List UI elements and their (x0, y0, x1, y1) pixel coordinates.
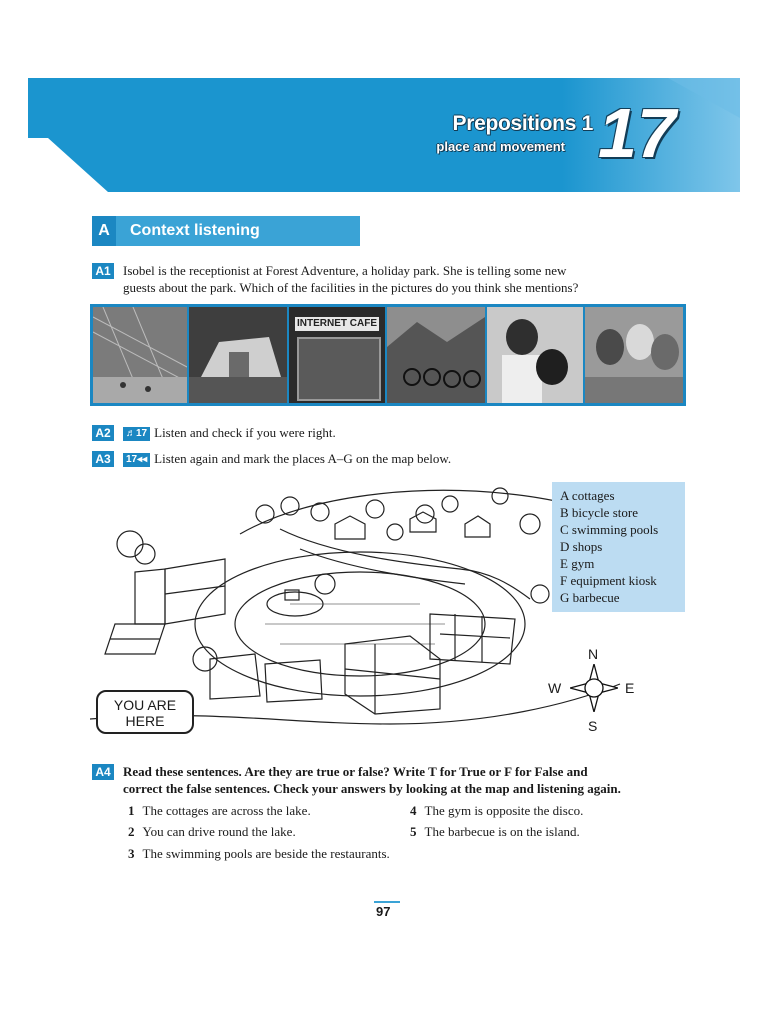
legend-item-e: E gym (560, 556, 595, 571)
compass-east: E (625, 680, 635, 696)
callout-line-1: YOU ARE (113, 697, 177, 713)
a2-instruction (123, 424, 336, 441)
page-subtitle: place and movement (436, 139, 565, 154)
photo-tent (189, 307, 287, 403)
statement-1: 1 The cottages are across the lake. (128, 803, 311, 818)
section-header (92, 216, 360, 246)
legend-item-a: A cottages (560, 488, 615, 503)
audio-track-label[interactable]: 17◂◂ (123, 453, 150, 467)
audio-track-icon[interactable]: ♬17 (123, 427, 150, 441)
facility-photos (90, 304, 686, 406)
photo-disco (585, 307, 683, 403)
photo-cycling (387, 307, 485, 403)
a4-line-2: correct the false sentences. Check your answers by looking at the map and listening again. (123, 781, 621, 796)
exercise-tag-a3: A3 (92, 451, 114, 467)
exercise-tag-a4: A4 (92, 764, 114, 780)
callout-line-2: HERE (125, 713, 165, 729)
statement-2: 2 You can drive round the lake. (128, 824, 296, 839)
photo-swimming-pool (93, 307, 187, 403)
statement-3: 3 The swimming pools are beside the restaurants. (128, 846, 390, 861)
compass-south: S (588, 718, 598, 734)
page-title: Prepositions 1 (452, 112, 593, 135)
compass-west: W (548, 680, 562, 696)
a2-text: Listen and check if you were right. (154, 425, 336, 440)
you-are-here-callout (96, 690, 194, 734)
photo-internet-cafe (289, 307, 385, 403)
a1-line-1: Isobel is the receptionist at Forest Adventure, a holiday park. She is telling some new (123, 263, 567, 278)
section-title: Context listening (130, 222, 260, 239)
statement-5: 5 The barbecue is on the island. (410, 824, 580, 839)
map-legend (552, 482, 685, 612)
a1-line-2: guests about the park. Which of the facilities in the pictures do you think she mentions? (123, 280, 579, 295)
a3-instruction (123, 450, 451, 467)
exercise-tag-a1: A1 (92, 263, 114, 279)
page-number-rule (374, 901, 400, 903)
statement-4: 4 The gym is opposite the disco. (410, 803, 584, 818)
compass-north: N (588, 646, 599, 662)
a3-text: Listen again and mark the places A–G on the map below. (154, 451, 452, 466)
a4-instruction (123, 763, 621, 797)
a1-instruction (123, 262, 578, 296)
exercise-tag-a2: A2 (92, 425, 114, 441)
legend-item-g: G barbecue (560, 590, 620, 605)
legend-item-b: B bicycle store (560, 505, 638, 520)
compass-icon (570, 664, 618, 712)
section-letter: A (92, 216, 116, 246)
page-number: 97 (376, 904, 391, 919)
internet-cafe-sign: INTERNET CAFE (297, 318, 377, 329)
legend-item-d: D shops (560, 539, 603, 554)
legend-item-c: C swimming pools (560, 522, 659, 537)
legend-item-f: F equipment kiosk (560, 573, 657, 588)
photo-hairdresser (487, 307, 583, 403)
unit-number: 17 (598, 94, 676, 172)
a4-line-1: Read these sentences. Are they are true or false? Write T for True or F for False and (123, 764, 588, 779)
